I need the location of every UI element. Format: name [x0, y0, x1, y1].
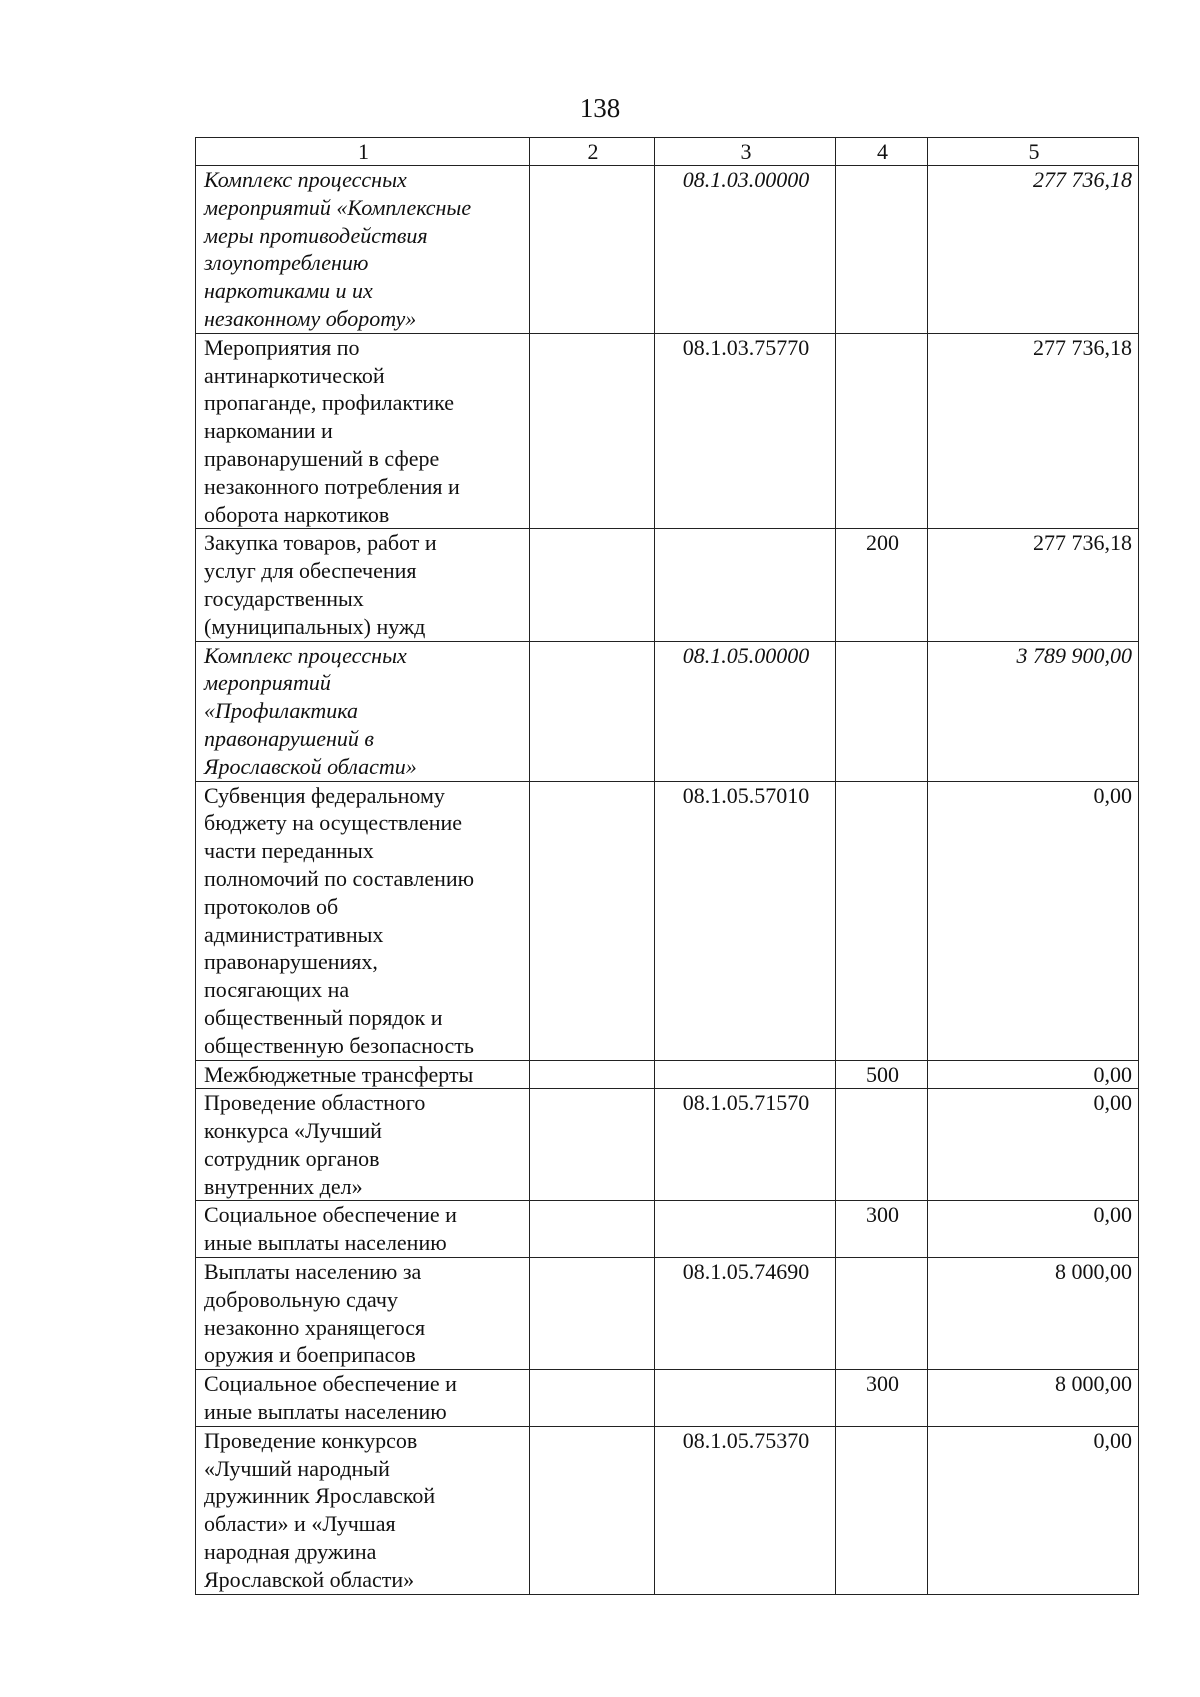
row-name-line: правонарушений в сфере	[204, 445, 440, 471]
row-name-line: незаконного потребления и	[204, 473, 460, 499]
target-article-code: 08.1.05.00000	[655, 641, 836, 781]
col2-cell	[530, 333, 655, 529]
column-number: 4	[836, 138, 928, 166]
expense-type-code	[836, 333, 928, 529]
row-name	[196, 333, 530, 529]
column-number: 5	[928, 138, 1139, 166]
table-row	[196, 1370, 1139, 1427]
table-row	[196, 1089, 1139, 1201]
row-name-line: Комплекс процессных	[204, 642, 407, 668]
column-number: 3	[655, 138, 836, 166]
col2-cell	[530, 781, 655, 1060]
row-name-line: оружия и боеприпасов	[204, 1342, 416, 1368]
row-name-line: незаконному обороту»	[204, 305, 417, 331]
target-article-code: 08.1.05.74690	[655, 1258, 836, 1370]
row-name-line: Проведение конкурсов	[204, 1427, 418, 1453]
col2-cell	[530, 1089, 655, 1201]
row-name	[196, 529, 530, 641]
expense-type-code: 300	[836, 1370, 928, 1427]
row-name-line: Выплаты населению за	[204, 1259, 422, 1285]
target-article-code	[655, 1370, 836, 1427]
expense-type-code: 200	[836, 529, 928, 641]
target-article-code: 08.1.05.71570	[655, 1089, 836, 1201]
row-name-line: дружинник Ярославской	[204, 1483, 436, 1509]
row-name-line: Субвенция федеральному	[204, 782, 445, 808]
table-row	[196, 1426, 1139, 1594]
row-name	[196, 1258, 530, 1370]
expense-type-code	[836, 166, 928, 334]
row-name-line: посягающих на	[204, 977, 350, 1003]
row-name-line: народная дружина	[204, 1539, 377, 1565]
row-name-line: наркомании и	[204, 418, 333, 444]
col2-cell	[530, 1258, 655, 1370]
row-name-line: административных	[204, 921, 384, 947]
col2-cell	[530, 529, 655, 641]
budget-table	[195, 137, 1139, 1595]
row-name-line: Проведение областного	[204, 1090, 426, 1116]
row-name-line: протоколов об	[204, 893, 339, 919]
row-name-line: бюджету на осуществление	[204, 810, 463, 836]
row-name-line: мероприятий	[204, 670, 331, 696]
expense-type-code	[836, 641, 928, 781]
amount-value: 0,00	[928, 1089, 1139, 1201]
amount-value: 277 736,18	[928, 529, 1139, 641]
target-article-code: 08.1.03.00000	[655, 166, 836, 334]
row-name-line: Социальное обеспечение и	[204, 1371, 457, 1397]
table-row	[196, 529, 1139, 641]
column-number: 2	[530, 138, 655, 166]
row-name-line: услуг для обеспечения	[204, 558, 417, 584]
row-name-line: Ярославской области»	[204, 1566, 415, 1592]
amount-value: 0,00	[928, 781, 1139, 1060]
row-name	[196, 166, 530, 334]
row-name	[196, 641, 530, 781]
row-name-line: иные выплаты населению	[204, 1230, 447, 1256]
col2-cell	[530, 641, 655, 781]
row-name-line: конкурса «Лучший	[204, 1118, 382, 1144]
row-name	[196, 1370, 530, 1427]
row-name-line: «Профилактика	[204, 698, 358, 724]
row-name-line: области» и «Лучшая	[204, 1511, 396, 1537]
target-article-code	[655, 529, 836, 641]
row-name-line: наркотиками и их	[204, 278, 373, 304]
table-row	[196, 1060, 1139, 1089]
row-name-line: антинаркотической	[204, 362, 385, 388]
expense-type-code	[836, 781, 928, 1060]
row-name-line: Социальное обеспечение и	[204, 1202, 457, 1228]
target-article-code: 08.1.05.75370	[655, 1426, 836, 1594]
target-article-code	[655, 1201, 836, 1258]
amount-value: 0,00	[928, 1201, 1139, 1258]
amount-value: 0,00	[928, 1060, 1139, 1089]
row-name-line: (муниципальных) нужд	[204, 613, 426, 639]
row-name-line: Закупка товаров, работ и	[204, 530, 437, 556]
row-name-line: общественную безопасность	[204, 1032, 474, 1058]
row-name-line: Мероприятия по	[204, 334, 360, 360]
row-name-line: меры противодействия	[204, 222, 428, 248]
amount-value: 8 000,00	[928, 1370, 1139, 1427]
amount-value: 277 736,18	[928, 333, 1139, 529]
row-name-line: «Лучший народный	[204, 1455, 390, 1481]
table-row	[196, 641, 1139, 781]
row-name-line: пропаганде, профилактике	[204, 390, 455, 416]
row-name-line: мероприятий «Комплексные	[204, 194, 472, 220]
col2-cell	[530, 1060, 655, 1089]
row-name-line: сотрудник органов	[204, 1145, 380, 1171]
row-name-line: злоупотреблению	[204, 250, 369, 276]
table-row	[196, 1201, 1139, 1258]
row-name-line: государственных	[204, 585, 364, 611]
row-name-line: оборота наркотиков	[204, 501, 390, 527]
target-article-code: 08.1.05.57010	[655, 781, 836, 1060]
expense-type-code: 300	[836, 1201, 928, 1258]
row-name-line: добровольную сдачу	[204, 1286, 398, 1312]
table-row	[196, 333, 1139, 529]
row-name	[196, 1060, 530, 1089]
row-name-line: части переданных	[204, 838, 374, 864]
row-name	[196, 1201, 530, 1258]
amount-value: 277 736,18	[928, 166, 1139, 334]
row-name	[196, 1089, 530, 1201]
row-name-line: правонарушений в	[204, 725, 374, 751]
target-article-code	[655, 1060, 836, 1089]
table-row	[196, 1258, 1139, 1370]
row-name-line: Комплекс процессных	[204, 167, 407, 192]
table-row	[196, 781, 1139, 1060]
row-name-line: Ярославской области»	[204, 753, 417, 779]
row-name-line: незаконно хранящегося	[204, 1314, 426, 1340]
row-name	[196, 781, 530, 1060]
row-name-line: внутренних дел»	[204, 1173, 363, 1199]
column-number: 1	[196, 138, 530, 166]
col2-cell	[530, 166, 655, 334]
row-name-line: Межбюджетные трансферты	[204, 1061, 474, 1087]
amount-value: 8 000,00	[928, 1258, 1139, 1370]
row-name-line: полномочий по составлению	[204, 865, 475, 891]
amount-value: 3 789 900,00	[928, 641, 1139, 781]
expense-type-code	[836, 1258, 928, 1370]
col2-cell	[530, 1370, 655, 1427]
row-name-line: правонарушениях,	[204, 949, 378, 975]
col2-cell	[530, 1201, 655, 1258]
col2-cell	[530, 1426, 655, 1594]
row-name-line: общественный порядок и	[204, 1004, 443, 1030]
amount-value: 0,00	[928, 1426, 1139, 1594]
table-row	[196, 166, 1139, 334]
table-body	[196, 166, 1139, 1595]
target-article-code: 08.1.03.75770	[655, 333, 836, 529]
column-number-row	[196, 138, 1139, 166]
expense-type-code: 500	[836, 1060, 928, 1089]
row-name	[196, 1426, 530, 1594]
expense-type-code	[836, 1426, 928, 1594]
expense-type-code	[836, 1089, 928, 1201]
page-number: 138	[579, 93, 621, 123]
row-name-line: иные выплаты населению	[204, 1399, 447, 1425]
